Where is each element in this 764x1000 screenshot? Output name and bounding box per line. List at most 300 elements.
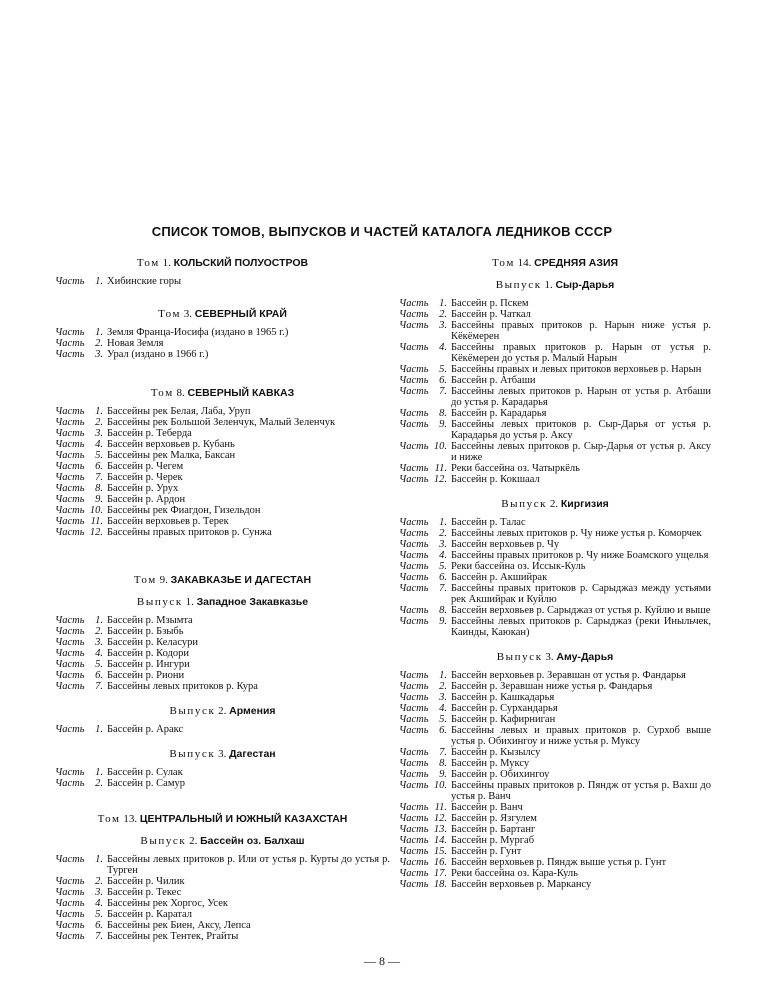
- part-text: Бассейн р. Муксу: [451, 758, 530, 769]
- part-text: Бассейн р. Ванч: [451, 802, 523, 813]
- part-number: 4.: [95, 439, 103, 450]
- part-text: Бассейны левых притоков р. Чу ниже устья р. Коморчек: [451, 528, 702, 539]
- part-text: Бассейн р. Акшийрак: [451, 572, 548, 583]
- part-label: Часть: [399, 868, 429, 879]
- part-number: 14.: [433, 835, 447, 846]
- part-label: Часть: [399, 802, 429, 813]
- part-number: 18.: [433, 879, 447, 890]
- part-label: Часть: [399, 419, 429, 430]
- part-list: [399, 517, 711, 638]
- part-number: 1.: [439, 298, 447, 309]
- part-row: [55, 505, 390, 516]
- part-number: 3.: [95, 637, 103, 648]
- part-label: Часть: [55, 681, 85, 692]
- part-number: 8.: [439, 408, 447, 419]
- part-row: [55, 439, 390, 450]
- part-text: Бассейн р. Талас: [451, 517, 526, 528]
- vypusk-name: Армения: [229, 705, 276, 717]
- part-row: [399, 463, 711, 474]
- tom-word: Том: [133, 574, 157, 586]
- part-number: 11.: [434, 463, 447, 474]
- part-text: Урал (издано в 1966 г.): [107, 349, 209, 360]
- part-row: [55, 626, 390, 637]
- part-row: [55, 876, 390, 887]
- part-label: Часть: [55, 724, 85, 735]
- part-text: Бассейн р. Текес: [107, 887, 182, 898]
- part-row: [399, 857, 711, 868]
- part-row: [399, 769, 711, 780]
- part-text: Бассейны рек Тентек, Ргайты: [107, 931, 239, 942]
- part-label: Часть: [399, 583, 429, 594]
- part-row: [55, 648, 390, 659]
- part-row: [399, 309, 711, 320]
- section-tom-3: [55, 307, 390, 360]
- tom-title: СЕВЕРНЫЙ КРАЙ: [194, 308, 287, 320]
- vypusk-number: 3.: [545, 651, 554, 663]
- part-number: 4.: [95, 898, 103, 909]
- part-number: 3.: [95, 428, 103, 439]
- tom-title: КОЛЬСКИЙ ПОЛУОСТРОВ: [173, 257, 309, 269]
- part-number: 12.: [89, 527, 103, 538]
- part-text: Бассейны правых притоков р. Пяндж от устья р. Вахш до устья р. Ванч: [451, 780, 711, 802]
- part-number: 5.: [95, 659, 103, 670]
- part-row: [399, 539, 711, 550]
- tom-number: 9.: [159, 574, 168, 586]
- part-label: Часть: [399, 550, 429, 561]
- part-row: [399, 298, 711, 309]
- part-number: 5.: [439, 714, 447, 725]
- part-text: Бассейн верховьев р. Терек: [107, 516, 229, 527]
- part-label: Часть: [399, 309, 429, 320]
- part-text: Бассейн р. Теберда: [107, 428, 192, 439]
- part-row: [55, 920, 390, 931]
- tom-word: Том: [136, 257, 160, 269]
- part-row: [55, 637, 390, 648]
- part-label: Часть: [55, 659, 85, 670]
- part-label: Часть: [399, 780, 429, 791]
- part-label: Часть: [399, 681, 429, 692]
- part-list: [55, 276, 390, 287]
- part-label: Часть: [55, 854, 85, 865]
- part-label: Часть: [399, 769, 429, 780]
- part-text: Бассейн р. Чаткал: [451, 309, 531, 320]
- part-text: Бассейн р. Пскем: [451, 298, 529, 309]
- tom-number: 14.: [517, 257, 532, 269]
- part-label: Часть: [399, 375, 429, 386]
- part-text: Реки бассейна оз. Кара-Куль: [451, 868, 578, 879]
- part-label: Часть: [55, 428, 85, 439]
- part-number: 6.: [439, 375, 447, 386]
- part-row: [55, 854, 390, 876]
- part-row: [55, 461, 390, 472]
- part-text: Бассейн верховьев р. Зеравшан от устья р. Фандарья: [451, 670, 686, 681]
- part-row: [55, 494, 390, 505]
- part-label: Часть: [399, 747, 429, 758]
- part-text: Бассейн р. Сулак: [107, 767, 183, 778]
- part-row: [399, 868, 711, 879]
- part-label: Часть: [55, 276, 85, 287]
- tom-heading: [55, 307, 390, 321]
- part-number: 5.: [439, 364, 447, 375]
- part-label: Часть: [399, 692, 429, 703]
- part-number: 6.: [95, 920, 103, 931]
- page-title: СПИСОК ТОМОВ, ВЫПУСКОВ И ЧАСТЕЙ КАТАЛОГА ЛЕДНИКОВ СССР: [151, 224, 613, 239]
- part-number: 7.: [95, 472, 103, 483]
- part-text: Бассейны левых притоков р. Или от устья р. Курты до устья р. Турген: [107, 854, 390, 876]
- vypusk-word: Выпуск: [495, 279, 542, 291]
- part-text: Бассейн р. Гунт: [451, 846, 522, 857]
- vypusk-name: Бассейн оз. Балхаш: [200, 835, 305, 847]
- part-label: Часть: [399, 320, 429, 331]
- part-number: 15.: [433, 846, 447, 857]
- tom-number: 3.: [183, 308, 193, 320]
- part-number: 1.: [95, 615, 103, 626]
- part-number: 2.: [95, 876, 103, 887]
- tom-heading: [55, 812, 390, 826]
- part-label: Часть: [55, 767, 85, 778]
- part-label: Часть: [399, 670, 429, 681]
- tom-title: СРЕДНЯЯ АЗИЯ: [534, 257, 619, 269]
- part-number: 7.: [95, 681, 103, 692]
- part-row: [399, 780, 711, 802]
- part-number: 5.: [95, 909, 103, 920]
- part-number: 3.: [439, 320, 447, 331]
- part-row: [55, 887, 390, 898]
- part-row: [55, 909, 390, 920]
- part-number: 1.: [95, 724, 103, 735]
- part-label: Часть: [399, 572, 429, 583]
- part-row: [399, 386, 711, 408]
- vypusk-heading: [399, 278, 711, 292]
- part-label: Часть: [399, 364, 429, 375]
- part-row: [399, 572, 711, 583]
- part-label: Часть: [55, 887, 85, 898]
- part-label: Часть: [399, 703, 429, 714]
- part-number: 4.: [439, 550, 447, 561]
- part-text: Бассейн р. Чегем: [107, 461, 184, 472]
- part-number: 8.: [95, 483, 103, 494]
- part-row: [399, 813, 711, 824]
- part-row: [399, 550, 711, 561]
- part-number: 12.: [433, 813, 447, 824]
- part-number: 10.: [89, 505, 103, 516]
- vypusk-heading: [55, 747, 390, 761]
- part-row: [55, 898, 390, 909]
- part-number: 9.: [439, 419, 447, 430]
- part-text: Бассейн р. Зеравшан ниже устья р. Фандарья: [451, 681, 653, 692]
- part-list: [55, 767, 390, 789]
- part-label: Часть: [55, 505, 85, 516]
- part-list: [55, 724, 390, 735]
- part-row: [55, 406, 390, 417]
- part-label: Часть: [399, 725, 429, 736]
- part-row: [399, 561, 711, 572]
- part-label: Часть: [55, 626, 85, 637]
- part-label: Часть: [55, 406, 85, 417]
- part-row: [399, 474, 711, 485]
- part-label: Часть: [55, 615, 85, 626]
- part-text: Земля Франца-Иосифа (издано в 1965 г.): [107, 327, 289, 338]
- part-label: Часть: [55, 876, 85, 887]
- part-number: 11.: [434, 802, 447, 813]
- part-list: [399, 670, 711, 890]
- part-label: Часть: [399, 813, 429, 824]
- part-row: [399, 758, 711, 769]
- vypusk-name: Западное Закавказье: [196, 596, 309, 608]
- part-number: 9.: [439, 616, 447, 627]
- vypusk-heading: [55, 704, 390, 718]
- part-row: [399, 703, 711, 714]
- part-row: [55, 931, 390, 942]
- part-text: Бассейн р. Аракс: [107, 724, 184, 735]
- part-text: Бассейны рек Малка, Баксан: [107, 450, 236, 461]
- part-row: [55, 615, 390, 626]
- part-text: Бассейн верховьев р. Маркансу: [451, 879, 592, 890]
- part-row: [399, 824, 711, 835]
- part-number: 7.: [439, 747, 447, 758]
- part-row: [399, 441, 711, 463]
- vypusk-number: 2.: [218, 705, 227, 717]
- part-text: Бассейн р. Бартанг: [451, 824, 536, 835]
- part-number: 4.: [439, 703, 447, 714]
- part-label: Часть: [55, 516, 85, 527]
- part-label: Часть: [55, 527, 85, 538]
- part-number: 17.: [433, 868, 447, 879]
- part-text: Бассейн р. Язгулем: [451, 813, 537, 824]
- part-text: Бассейн р. Урух: [107, 483, 179, 494]
- tom-title: ЗАКАВКАЗЬЕ И ДАГЕСТАН: [170, 574, 312, 586]
- part-number: 4.: [439, 342, 447, 353]
- part-text: Бассейны левых и правых притоков р. Сурхоб выше устья р. Обихингоу и ниже устья р. Муксу: [451, 725, 711, 747]
- tom-heading: [399, 256, 711, 270]
- tom-title: ЦЕНТРАЛЬНЫЙ И ЮЖНЫЙ КАЗАХСТАН: [139, 813, 348, 825]
- section-tom-14: [399, 256, 711, 890]
- part-row: [399, 419, 711, 441]
- part-label: Часть: [55, 472, 85, 483]
- part-label: Часть: [55, 494, 85, 505]
- part-text: Бассейны левых притоков р. Нарын от устья р. Атбаши до устья р. Карадарья: [451, 386, 711, 408]
- part-text: Бассейны рек Большой Зеленчук, Малый Зеленчук: [107, 417, 336, 428]
- part-row: [399, 342, 711, 364]
- part-row: [55, 681, 390, 692]
- vypusk-heading: [399, 497, 711, 511]
- part-text: Бассейн р. Мургаб: [451, 835, 535, 846]
- page-number: — 8 —: [364, 954, 400, 968]
- part-text: Бассейн верховьев р. Пяндж выше устья р. Гунт: [451, 857, 667, 868]
- part-text: Бассейн р. Карадарья: [451, 408, 547, 419]
- part-row: [399, 670, 711, 681]
- part-number: 5.: [439, 561, 447, 572]
- part-label: Часть: [399, 528, 429, 539]
- part-label: Часть: [399, 561, 429, 572]
- part-text: Бассейн р. Чилик: [107, 876, 185, 887]
- part-number: 2.: [439, 309, 447, 320]
- part-label: Часть: [55, 483, 85, 494]
- part-number: 4.: [95, 648, 103, 659]
- vypusk-word: Выпуск: [496, 651, 543, 663]
- part-number: 6.: [95, 461, 103, 472]
- part-number: 11.: [90, 516, 103, 527]
- section-tom-1: [55, 256, 390, 287]
- part-label: Часть: [399, 714, 429, 725]
- part-row: [55, 472, 390, 483]
- part-text: Бассейны рек Хоргос, Усек: [107, 898, 228, 909]
- part-label: Часть: [399, 517, 429, 528]
- part-label: Часть: [399, 758, 429, 769]
- part-label: Часть: [55, 670, 85, 681]
- part-number: 13.: [433, 824, 447, 835]
- part-text: Бассейн р. Кодори: [107, 648, 190, 659]
- tom-heading: [55, 573, 390, 587]
- part-number: 1.: [95, 276, 103, 287]
- part-label: Часть: [55, 898, 85, 909]
- part-text: Бассейн р. Каратал: [107, 909, 193, 920]
- part-number: 7.: [439, 386, 447, 397]
- part-text: Бассейн р. Риони: [107, 670, 185, 681]
- part-text: Бассейн р. Черек: [107, 472, 183, 483]
- vypusk-name: Сыр-Дарья: [555, 279, 615, 291]
- part-text: Бассейны правых притоков р. Нарын от устья р. Кёкёмерен до устья р. Малый Нарын: [451, 342, 711, 364]
- part-row: [399, 747, 711, 758]
- part-row: [399, 835, 711, 846]
- part-text: Бассейн р. Кашкадарья: [451, 692, 555, 703]
- vypusk-word: Выпуск: [136, 596, 183, 608]
- tom-word: Том: [491, 257, 515, 269]
- part-label: Часть: [399, 879, 429, 890]
- part-number: 3.: [439, 692, 447, 703]
- part-number: 1.: [95, 854, 103, 865]
- part-row: [55, 327, 390, 338]
- part-text: Бассейн р. Ардон: [107, 494, 186, 505]
- part-row: [55, 417, 390, 428]
- part-number: 1.: [95, 767, 103, 778]
- part-text: Бассейн р. Самур: [107, 778, 185, 789]
- part-text: Бассейны рек Фиагдон, Гизельдон: [107, 505, 261, 516]
- part-text: Бассейн р. Мзымта: [107, 615, 193, 626]
- part-number: 9.: [439, 769, 447, 780]
- part-row: [399, 616, 711, 638]
- vypusk-name: Дагестан: [229, 748, 276, 760]
- part-row: [399, 714, 711, 725]
- part-text: Бассейны правых притоков р. Сарыджаз между устьями рек Акшийрак и Куйлю: [451, 583, 711, 605]
- part-row: [399, 605, 711, 616]
- part-number: 6.: [95, 670, 103, 681]
- part-number: 2.: [439, 681, 447, 692]
- part-row: [55, 516, 390, 527]
- part-number: 7.: [439, 583, 447, 594]
- part-number: 10.: [433, 441, 447, 452]
- vypusk-number: 2.: [189, 835, 198, 847]
- part-row: [399, 517, 711, 528]
- part-label: Часть: [399, 605, 429, 616]
- part-label: Часть: [55, 648, 85, 659]
- part-number: 5.: [95, 450, 103, 461]
- part-text: Бассейн р. Кызылсу: [451, 747, 541, 758]
- part-label: Часть: [399, 539, 429, 550]
- part-label: Часть: [399, 463, 429, 474]
- part-text: Бассейны рек Белая, Лаба, Уруп: [107, 406, 251, 417]
- part-text: Бассейны правых притоков р. Сунжа: [107, 527, 272, 538]
- part-row: [55, 276, 390, 287]
- part-number: 1.: [95, 406, 103, 417]
- part-text: Бассейны правых притоков р. Чу ниже Боамского ущелья: [451, 550, 709, 561]
- part-row: [55, 724, 390, 735]
- vypusk-heading: [399, 650, 711, 664]
- part-label: Часть: [55, 349, 85, 360]
- part-number: 3.: [95, 887, 103, 898]
- part-text: Бассейн р. Обихингоу: [451, 769, 550, 780]
- part-list: [399, 298, 711, 485]
- part-text: Бассейн р. Сурхандарья: [451, 703, 558, 714]
- part-list: [55, 615, 390, 692]
- vypusk-number: 3.: [218, 748, 227, 760]
- vypusk-number: 2.: [549, 498, 559, 510]
- part-label: Часть: [399, 857, 429, 868]
- part-number: 2.: [95, 338, 103, 349]
- part-row: [399, 725, 711, 747]
- vypusk-word: Выпуск: [169, 705, 216, 717]
- part-row: [55, 778, 390, 789]
- part-text: Новая Земля: [107, 338, 164, 349]
- part-list: [55, 854, 390, 942]
- vypusk-number: 1.: [544, 279, 553, 291]
- tom-word: Том: [158, 308, 182, 320]
- part-list: [55, 406, 390, 538]
- part-number: 2.: [95, 778, 103, 789]
- part-text: Бассейн верховьев р. Кубань: [107, 439, 235, 450]
- part-text: Бассейн р. Кокшаал: [451, 474, 540, 485]
- part-number: 6.: [439, 572, 447, 583]
- part-row: [399, 320, 711, 342]
- part-row: [399, 528, 711, 539]
- part-label: Часть: [399, 824, 429, 835]
- part-number: 9.: [95, 494, 103, 505]
- part-number: 2.: [95, 417, 103, 428]
- part-label: Часть: [399, 298, 429, 309]
- part-text: Бассейн р. Атбаши: [451, 375, 536, 386]
- part-number: 8.: [439, 605, 447, 616]
- part-text: Бассейн р. Кафирниган: [451, 714, 556, 725]
- part-label: Часть: [55, 450, 85, 461]
- part-number: 1.: [439, 670, 447, 681]
- part-label: Часть: [55, 778, 85, 789]
- part-row: [399, 408, 711, 419]
- tom-title: СЕВЕРНЫЙ КАВКАЗ: [187, 387, 295, 399]
- tom-number: 1.: [162, 257, 171, 269]
- part-label: Часть: [55, 338, 85, 349]
- part-row: [399, 692, 711, 703]
- part-text: Бассейны левых притоков р. Кура: [107, 681, 258, 692]
- vypusk-number: 1.: [185, 596, 194, 608]
- part-label: Часть: [399, 474, 429, 485]
- part-number: 10.: [433, 780, 447, 791]
- part-row: [55, 527, 390, 538]
- tom-word: Том: [97, 813, 121, 825]
- part-text: Бассейны левых притоков р. Сарыджаз (реки Иныльчек, Каинды, Каюкан): [451, 616, 711, 638]
- vypusk-word: Выпуск: [140, 835, 187, 847]
- part-number: 2.: [439, 528, 447, 539]
- part-text: Хибинские горы: [107, 276, 182, 287]
- section-tom-9: [55, 573, 390, 789]
- tom-number: 13.: [123, 813, 138, 825]
- part-row: [399, 879, 711, 890]
- part-row: [399, 583, 711, 605]
- part-label: Часть: [55, 637, 85, 648]
- part-number: 1.: [95, 327, 103, 338]
- tom-word: Том: [150, 387, 174, 399]
- part-row: [399, 681, 711, 692]
- part-row: [399, 802, 711, 813]
